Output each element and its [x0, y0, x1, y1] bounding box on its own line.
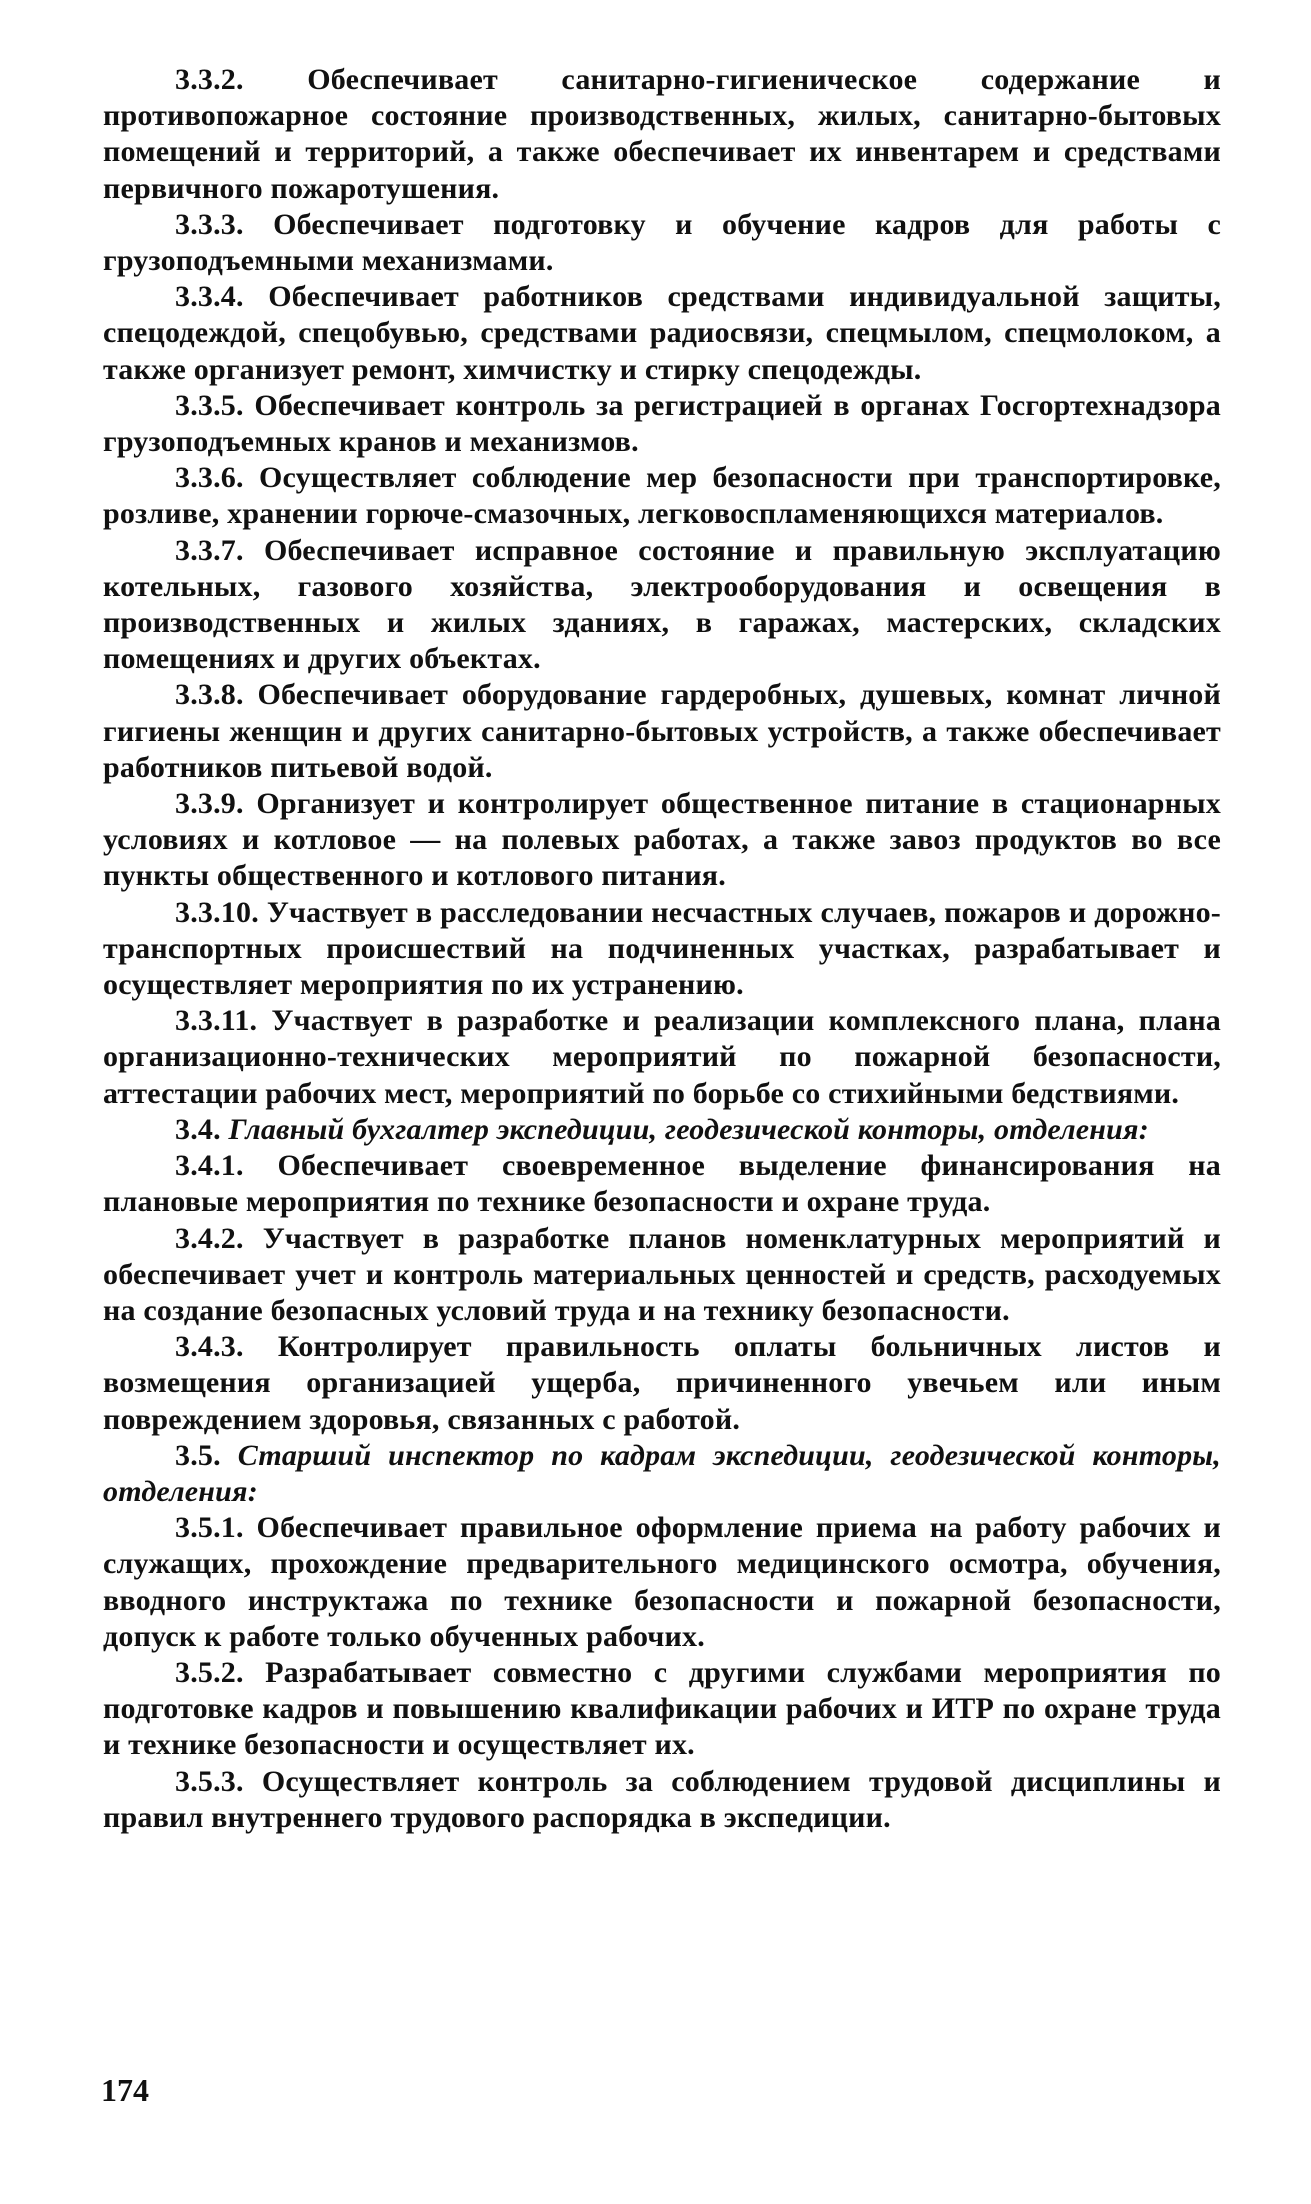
clause-text: Обеспечивает своевременное выделение финансирования на плановые мероприятия по технике безопасности и охране труда.: [103, 1149, 1221, 1219]
clause-number: 3.3.3.: [175, 207, 244, 241]
clause-text: Участвует в разработке планов номенклатурных мероприятий и обеспечивает учет и контроль материальных ценностей и средств, расходуемых на создание безопасных условий труда и на технику безопасности.: [103, 1221, 1221, 1327]
paragraph-3-3-5: [103, 388, 1221, 460]
clause-text: Осуществляет соблюдение мер безопасности при транспортировке, розливе, хранении горюче-смазочных, легковоспламеняющихся материалов.: [103, 461, 1221, 531]
page-number: 174: [101, 2072, 149, 2108]
clause-number: 3.4.1.: [175, 1149, 244, 1183]
paragraph-3-5-3: [103, 1764, 1221, 1836]
paragraph-3-4-1: [103, 1148, 1221, 1220]
paragraph-3-4-2: [103, 1221, 1221, 1330]
clause-text: Обеспечивает санитарно-гигиеническое содержание и противопожарное состояние производственных, жилых, санитарно-бытовых помещений и территорий, а также обеспечивает их инвентарем и средствами первичного пожаротушения.: [103, 63, 1221, 205]
section-number: 3.5.: [175, 1438, 221, 1472]
paragraph-3-3-3: [103, 207, 1221, 279]
paragraph-3-3-7: [103, 533, 1221, 678]
clause-number: 3.5.1.: [175, 1511, 244, 1545]
clause-number: 3.3.8.: [175, 678, 244, 712]
paragraph-3-3-2: [103, 62, 1221, 207]
clause-number: 3.3.4.: [175, 280, 244, 314]
clause-text: Обеспечивает контроль за регистрацией в органах Госгортехнадзора грузоподъемных кранов и механизмов.: [103, 388, 1221, 459]
clause-text: Участвует в разработке и реализации комплексного плана, плана организационно-технических мероприятий по пожарной безопасности, аттестации рабочих мест, мероприятий по борьбе со стихийными бедствиями.: [103, 1004, 1222, 1110]
clause-number: 3.3.5.: [175, 388, 244, 422]
clause-number: 3.3.7.: [175, 533, 244, 567]
section-number: 3.4.: [175, 1112, 221, 1146]
paragraph-3-5-2: [103, 1655, 1221, 1764]
clause-text: Участвует в расследовании несчастных случаев, пожаров и дорожно-транспортных происшествий на подчиненных участках, разрабатывает и осуществляет мероприятия по их устранению.: [103, 895, 1221, 1002]
section-heading-text: Главный бухгалтер экспедиции, геодезической конторы, отделения:: [228, 1112, 1149, 1146]
clause-text: Обеспечивает оборудование гардеробных, душевых, комнат личной гигиены женщин и других санитарно-бытовых устройств, а также обеспечивает работников питьевой водой.: [103, 678, 1221, 784]
clause-text: Обеспечивает правильное оформление приема на работу рабочих и служащих, прохождение предварительного медицинского осмотра, обучения, вводного инструктажа по технике безопасности и пожарной безопасности, допуск к работе только обученных рабочих.: [103, 1511, 1221, 1653]
paragraph-3-3-6: [103, 460, 1221, 532]
clause-number: 3.3.10.: [175, 895, 259, 929]
clause-text: Обеспечивает работников средствами индивидуальной защиты, спецодеждой, спецобувью, средствами радиосвязи, спецмылом, спецмолоком, а также организует ремонт, химчистку и стирку спецодежды.: [103, 280, 1222, 386]
paragraph-3-3-10: [103, 895, 1221, 1004]
section-heading-3-5: [103, 1438, 1221, 1510]
section-heading-text: Старший инспектор по кадрам экспедиции, геодезической конторы, отделения:: [103, 1438, 1221, 1508]
clause-number: 3.3.9.: [175, 787, 244, 821]
clause-text: Разрабатывает совместно с другими службами мероприятия по подготовке кадров и повышению квалификации рабочих и ИТР по охране труда и технике безопасности и осуществляет их.: [103, 1655, 1221, 1762]
clause-text: Организует и контролирует общественное питание в стационарных условиях и котловое — на полевых работах, а также завоз продуктов во все пункты общественного и котлового питания.: [103, 787, 1221, 893]
clause-number: 3.4.2.: [175, 1221, 244, 1255]
paragraph-3-3-8: [103, 677, 1221, 786]
clause-number: 3.3.2.: [175, 63, 244, 96]
clause-text: Обеспечивает подготовку и обучение кадров для работы с грузоподъемными механизмами.: [103, 207, 1222, 278]
clause-number: 3.5.2.: [175, 1655, 244, 1689]
clause-number: 3.4.3.: [175, 1330, 244, 1364]
clause-text: Контролирует правильность оплаты больничных листов и возмещения организацией ущерба, причиненного увечьем или иным повреждением здоровья, связанных с работой.: [103, 1330, 1222, 1436]
clause-text: Обеспечивает исправное состояние и правильную эксплуатацию котельных, газового хозяйства, электрооборудования и освещения в производственных и жилых зданиях, в гаражах, мастерских, складских помещениях и других объектах.: [103, 533, 1221, 676]
clause-number: 3.3.11.: [175, 1004, 258, 1038]
clause-text: Осуществляет контроль за соблюдением трудовой дисциплины и правил внутреннего трудового распорядка в экспедиции.: [103, 1764, 1221, 1834]
paragraph-3-4-3: [103, 1329, 1221, 1438]
paragraph-3-5-1: [103, 1510, 1221, 1655]
paragraph-3-3-4: [103, 279, 1221, 388]
section-heading-3-4: [103, 1112, 1221, 1148]
paragraph-3-3-9: [103, 786, 1221, 895]
clause-number: 3.3.6.: [175, 461, 244, 495]
document-page: [103, 62, 1221, 1836]
paragraph-3-3-11: [103, 1003, 1221, 1112]
clause-number: 3.5.3.: [175, 1764, 244, 1798]
